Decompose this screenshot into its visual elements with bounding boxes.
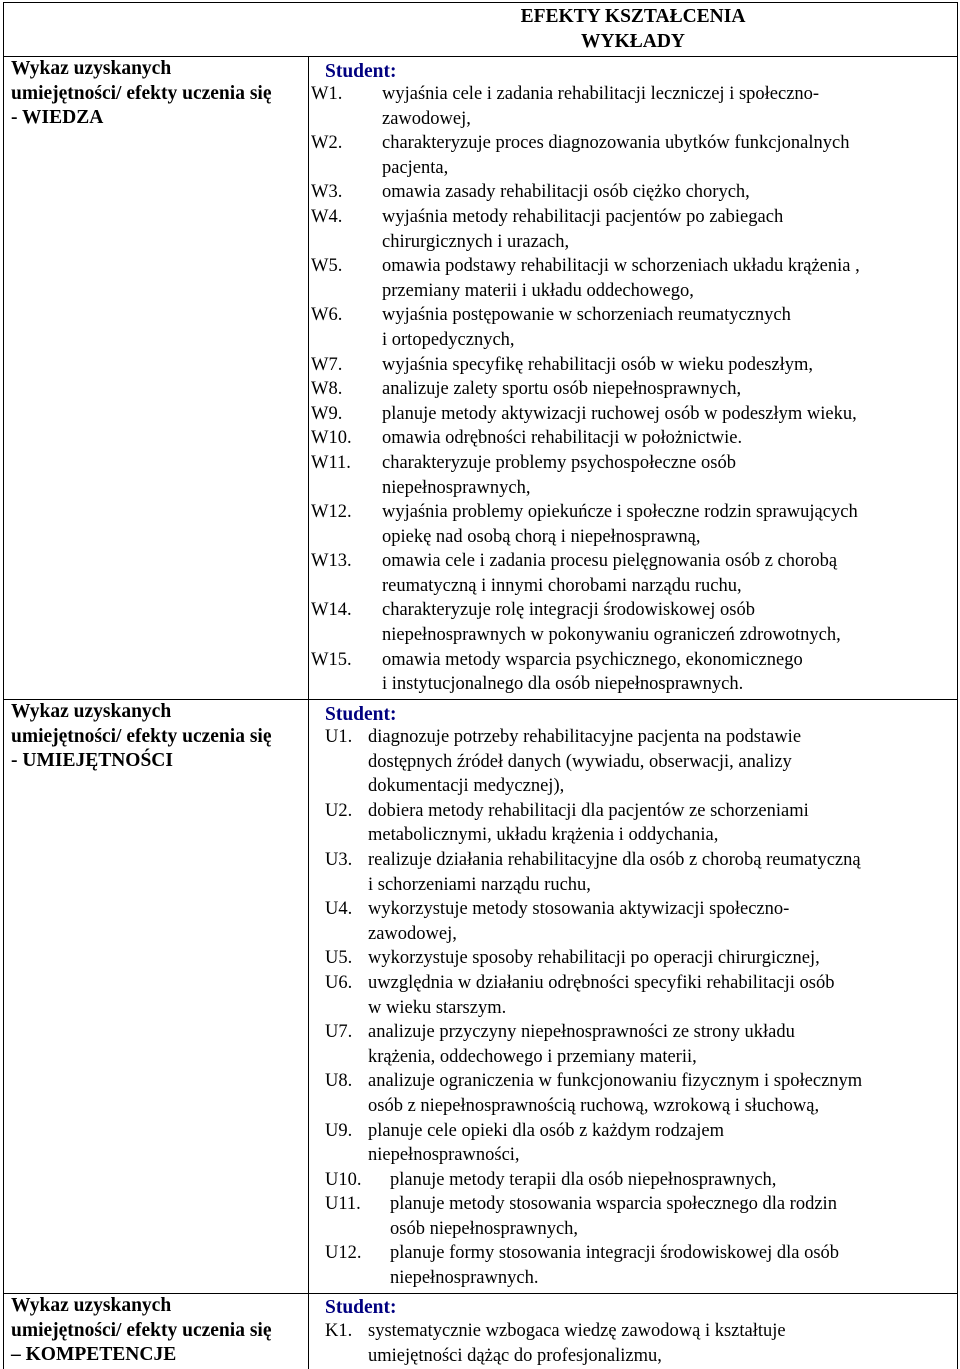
list-item	[311, 1241, 956, 1290]
table-border-top	[3, 2, 958, 3]
item-text-line: wyjaśnia cele i zadania rehabilitacji leczniczej i społeczno-	[382, 84, 820, 104]
item-text-line: niepełnosprawnych.	[390, 1268, 539, 1289]
item-code: U6.	[325, 972, 353, 993]
list-item	[311, 82, 956, 131]
label-wiedza	[11, 57, 306, 131]
item-text-line: i instytucjonalnego dla osób niepełnosprawnych.	[382, 674, 744, 695]
item-text-line: osób z niepełnosprawnością ruchową, wzrokową i słuchową,	[368, 1095, 820, 1116]
label-line: umiejętności/ efekty uczenia się	[11, 82, 272, 104]
list-umiejetnosci	[311, 725, 956, 1291]
item-text-line: wykorzystuje sposoby rehabilitacji po operacji chirurgicznej,	[368, 948, 820, 969]
item-code: W12.	[311, 502, 352, 523]
column-divider	[308, 56, 309, 1369]
item-text-line: niepełnosprawnych w pokonywaniu ograniczeń zdrowotnych,	[382, 625, 841, 646]
list-item	[311, 353, 956, 378]
item-code: U7.	[325, 1022, 353, 1043]
item-text-line: osób niepełnosprawnych,	[390, 1218, 579, 1239]
item-text-line: planuje cele opieki dla osób z każdym rodzajem	[368, 1120, 724, 1141]
item-text-line: i schorzeniami narządu ruchu,	[368, 874, 591, 895]
label-line: Wykaz uzyskanych	[11, 701, 172, 722]
item-text-line: charakteryzuje problemy psychospołeczne osób	[382, 452, 736, 473]
table-subtitle: WYKŁADY	[580, 31, 685, 52]
item-text-line: analizuje zalety sportu osób niepełnosprawnych,	[382, 379, 742, 400]
item-text-line: diagnozuje potrzeby rehabilitacyjne pacjenta na podstawie	[368, 727, 802, 747]
item-text-line: wyjaśnia metody rehabilitacji pacjentów po zabiegach	[382, 206, 784, 227]
list-item	[311, 598, 956, 647]
item-text-line: reumatyczną i innymi chorobami narządu ruchu,	[382, 575, 742, 596]
item-code: U2.	[325, 800, 353, 821]
item-text-line: planuje metody aktywizacji ruchowej osób w podeszłym wieku,	[382, 403, 857, 424]
item-code: U5.	[325, 948, 353, 969]
item-text-line: zawodowej,	[368, 923, 457, 944]
item-text-line: niepełnosprawnych,	[382, 477, 531, 498]
item-text-line: omawia podstawy rehabilitacji w schorzeniach układu krążenia ,	[382, 256, 860, 277]
item-text-line: niepełnosprawności,	[368, 1145, 520, 1166]
list-item	[311, 500, 956, 549]
item-code: W11.	[311, 452, 351, 473]
list-kompetencje	[311, 1319, 956, 1368]
table-border-left	[3, 2, 4, 1369]
item-text-line: charakteryzuje proces diagnozowania ubytków funkcjonalnych	[382, 133, 850, 154]
item-text-line: krążenia, oddechowego i przemiany materii,	[368, 1046, 697, 1067]
list-item	[311, 180, 956, 205]
item-text-line: wyjaśnia problemy opiekuńcze i społeczne rodzin sprawujących	[382, 502, 858, 523]
list-item	[311, 1119, 956, 1168]
item-code: W13.	[311, 551, 352, 572]
list-item	[311, 1168, 956, 1193]
item-code: U4.	[325, 899, 353, 920]
list-item	[311, 1192, 956, 1241]
item-text-line: omawia cele i zadania procesu pielęgnowania osób z chorobą	[382, 551, 838, 572]
list-item	[311, 303, 956, 352]
item-code: U11.	[325, 1194, 361, 1215]
item-text-line: uwzględnia w działaniu odrębności specyfiki rehabilitacji osób	[368, 972, 835, 993]
item-text-line: dobiera metody rehabilitacji dla pacjentów ze schorzeniami	[368, 800, 809, 821]
item-code: W4.	[311, 206, 343, 227]
list-wiedza	[311, 82, 956, 697]
item-text-line: omawia odrębności rehabilitacji w położnictwie.	[382, 428, 743, 449]
item-code: U12.	[325, 1243, 362, 1264]
list-item	[311, 799, 956, 848]
item-code: W8.	[311, 379, 343, 400]
list-item	[311, 402, 956, 427]
item-text-line: i ortopedycznych,	[382, 329, 515, 350]
item-code: W3.	[311, 182, 343, 203]
item-text-line: chirurgicznych i urazach,	[382, 231, 570, 252]
item-text-line: dostępnych źródeł danych (wywiadu, obserwacji, analizy	[368, 751, 792, 772]
list-item	[311, 254, 956, 303]
label-kompetencje	[11, 1294, 306, 1368]
item-code: W2.	[311, 133, 343, 154]
student-heading-wiedza: Student:	[325, 61, 397, 82]
item-text-line: zawodowej,	[382, 108, 471, 129]
label-line: umiejętności/ efekty uczenia się	[11, 725, 272, 747]
item-text-line: metabolicznymi, układu krążenia i oddychania,	[368, 825, 719, 846]
list-item	[311, 848, 956, 897]
table-border-right	[957, 2, 958, 1369]
item-code: U10.	[325, 1169, 362, 1190]
item-code: W1.	[311, 84, 343, 104]
item-code: K1.	[325, 1321, 353, 1341]
list-item	[311, 648, 956, 697]
student-heading-kompetencje: Student:	[325, 1297, 397, 1318]
label-line: - UMIEJĘTNOŚCI	[11, 750, 173, 772]
list-item	[311, 549, 956, 598]
label-line: Wykaz uzyskanych	[11, 1295, 172, 1316]
item-text-line: planuje formy stosowania integracji środowiskowej dla osób	[390, 1243, 840, 1264]
item-text-line: w wieku starszym.	[368, 997, 507, 1018]
item-code: W15.	[311, 649, 352, 670]
student-heading-umiejetnosci: Student:	[325, 704, 397, 725]
item-text-line: analizuje przyczyny niepełnosprawności ze strony układu	[368, 1022, 795, 1043]
item-text-line: pacjenta,	[382, 157, 449, 178]
label-line: - WIEDZA	[11, 107, 104, 129]
item-text-line: omawia metody wsparcia psychicznego, ekonomicznego	[382, 649, 803, 670]
label-line: umiejętności/ efekty uczenia się	[11, 1319, 272, 1341]
item-text-line: umiejętności dążąc do profesjonalizmu,	[368, 1345, 662, 1366]
label-umiejetnosci	[11, 700, 306, 774]
list-item	[311, 1020, 956, 1069]
item-code: W7.	[311, 354, 343, 375]
item-text-line: wykorzystuje metody stosowania aktywizacji społeczno-	[368, 899, 790, 920]
item-text-line: analizuje ograniczenia w funkcjonowaniu fizycznym i społecznym	[368, 1071, 863, 1092]
list-item	[311, 946, 956, 971]
item-code: W5.	[311, 256, 343, 277]
item-code: W9.	[311, 403, 343, 424]
item-text-line: opiekę nad osobą chorą i niepełnosprawną,	[382, 526, 701, 547]
item-text-line: realizuje działania rehabilitacyjne dla osób z chorobą reumatyczną	[368, 849, 861, 870]
item-text-line: wyjaśnia specyfikę rehabilitacji osób w wieku podeszłym,	[382, 354, 814, 375]
item-code: U8.	[325, 1071, 353, 1092]
item-code: U9.	[325, 1120, 353, 1141]
table-title: EFEKTY KSZTAŁCENIA	[520, 6, 746, 27]
list-item	[311, 971, 956, 1020]
list-item	[311, 725, 956, 799]
list-item	[311, 451, 956, 500]
item-text-line: omawia zasady rehabilitacji osób ciężko chorych,	[382, 182, 750, 203]
label-line: Wykaz uzyskanych	[11, 58, 172, 79]
item-code: U3.	[325, 849, 353, 870]
item-text-line: planuje metody terapii dla osób niepełnosprawnych,	[390, 1169, 777, 1190]
item-text-line: charakteryzuje rolę integracji środowiskowej osób	[382, 600, 755, 621]
item-text-line: przemiany materii i układu oddechowego,	[382, 280, 694, 301]
item-code: W14.	[311, 600, 352, 621]
list-item	[311, 426, 956, 451]
item-code: U1.	[325, 727, 353, 747]
list-item	[311, 131, 956, 180]
list-item	[311, 897, 956, 946]
item-text-line: wyjaśnia postępowanie w schorzeniach reumatycznych	[382, 305, 791, 326]
item-code: W10.	[311, 428, 352, 449]
list-item	[311, 377, 956, 402]
label-line: – KOMPETENCJE	[11, 1344, 177, 1366]
item-text-line: dokumentacji medycznej),	[368, 776, 565, 797]
list-item	[311, 1319, 956, 1368]
list-item	[311, 1069, 956, 1118]
item-code: W6.	[311, 305, 343, 326]
item-text-line: planuje metody stosowania wsparcia społecznego dla rodzin	[390, 1194, 837, 1215]
list-item	[311, 205, 956, 254]
item-text-line: systematycznie wzbogaca wiedzę zawodową i kształtuje	[368, 1321, 786, 1341]
